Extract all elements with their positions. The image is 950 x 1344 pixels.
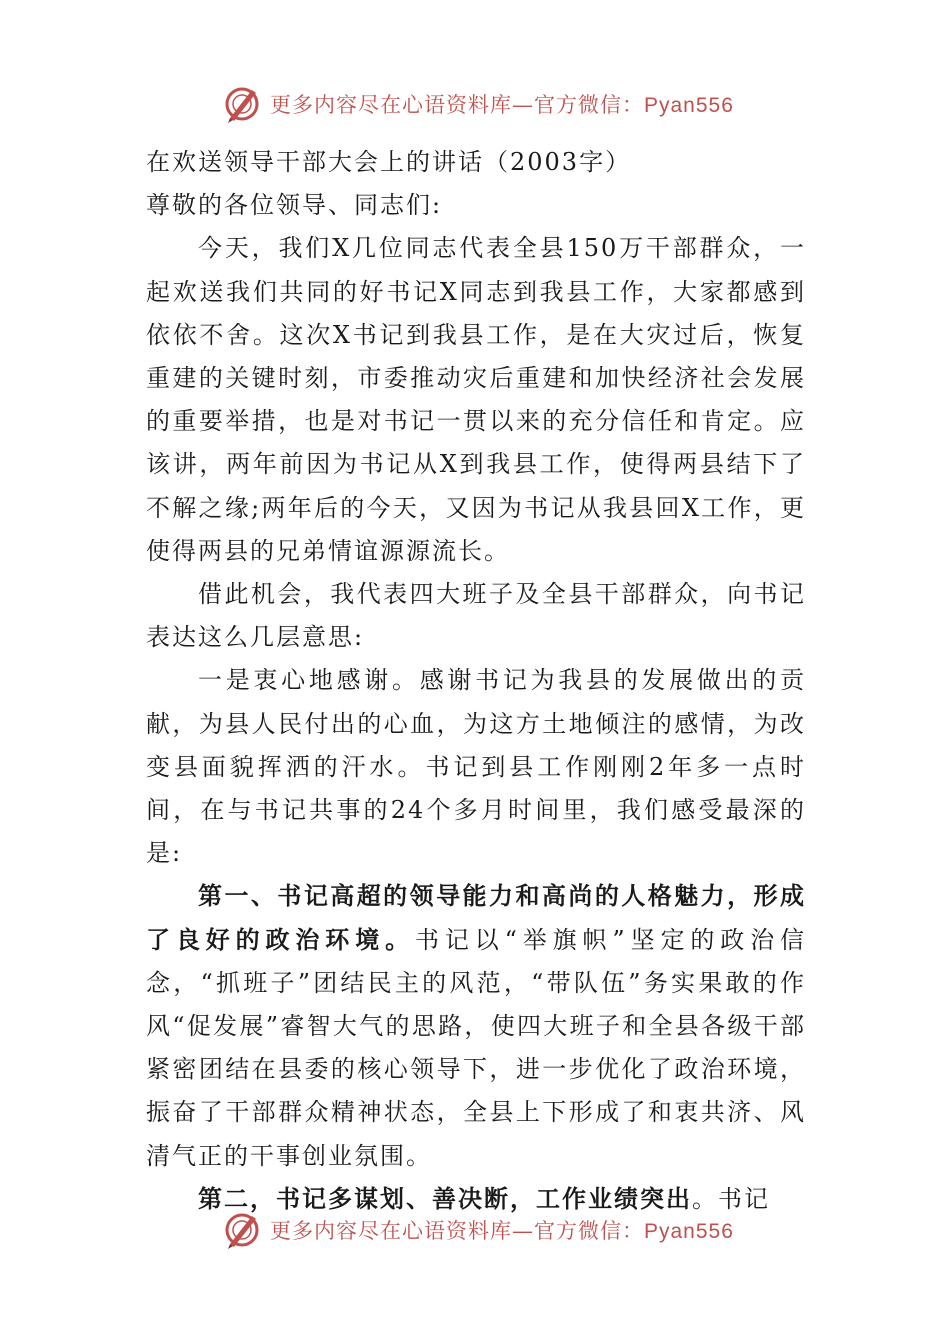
bold-heading: 第二，书记多谋划、善决断，工作业绩突出 bbox=[198, 1184, 692, 1213]
pen-logo-icon bbox=[222, 84, 262, 124]
paragraph-text: 书记以“举旗帜”坚定的政治信念，“抓班子”团结民主的风范，“带队伍”务实果敢的作风“促发展”睿智大气的思路，使四大班子和全县各级干部紧密团结在县委的核心领导下，进一步优化了政治环境，振奋了干部群众精神状态，全县上下形成了和衷共济、风清气正的干事创业氛围。 bbox=[146, 925, 807, 1170]
paragraph: 借此机会，我代表四大班子及全县干部群众，向书记表达这么几层意思: bbox=[146, 580, 806, 652]
header-watermark-banner bbox=[222, 82, 742, 126]
paragraph-text: 。书记 bbox=[692, 1184, 770, 1213]
paragraph bbox=[146, 875, 806, 1177]
bold-heading: 第一、书记高超的领导能力和高尚的人格魅力，形成了良好的政治环境。 bbox=[146, 882, 806, 954]
banner-text: 更多内容尽在心语资料库—官方微信：Pyan556 bbox=[270, 1219, 734, 1243]
document-body bbox=[146, 141, 806, 1221]
document-title: 在欢送领导干部大会上的讲话（2003字） bbox=[146, 148, 632, 176]
pen-logo-icon bbox=[222, 1210, 262, 1250]
footer-watermark-banner bbox=[222, 1208, 742, 1252]
banner-text: 更多内容尽在心语资料库—官方微信：Pyan556 bbox=[270, 93, 734, 117]
salutation: 尊敬的各位领导、同志们: bbox=[146, 191, 443, 220]
paragraph: 今天，我们X几位同志代表全县150万干部群众，一起欢送我们共同的好书记X同志到我县工作，大家都感到依依不舍。这次X书记到我县工作，是在大灾过后，恢复重建的关键时刻，市委推动灾后重建和加快经济社会发展的重要举措，也是对书记一贯以来的充分信任和肯定。应该讲，两年前因为书记从X到我县工作，使得两县结下了不解之缘;两年后的今天，又因为书记从我县回X工作，更使得两县的兄弟情谊源源流长。 bbox=[146, 234, 806, 565]
paragraph: 一是衷心地感谢。感谢书记为我县的发展做出的贡献，为县人民付出的心血，为这方土地倾注的感情，为改变县面貌挥洒的汗水。书记到县工作刚刚2年多一点时间，在与书记共事的24个多月时间里，我们感受最深的是: bbox=[146, 666, 806, 868]
